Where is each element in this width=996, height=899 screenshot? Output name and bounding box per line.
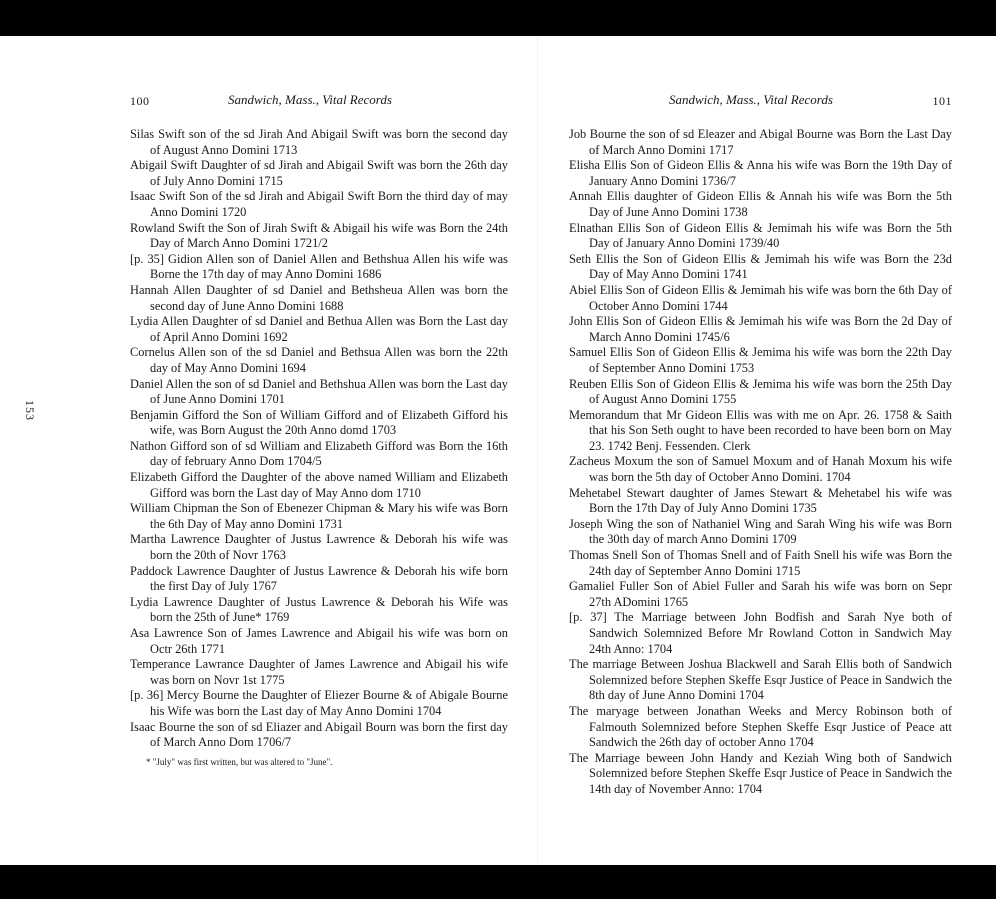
record-entry: Cornelus Allen son of the sd Daniel and Bethsua Allen was born the 22th day of May Anno Domini 1694 — [130, 345, 508, 375]
record-entry: Rowland Swift the Son of Jirah Swift & Abigail his wife was Born the 24th Day of March Anno Domini 1721/2 — [130, 220, 508, 251]
right-page — [569, 92, 952, 798]
record-entry: Memorandum that Mr Gideon Ellis was with me on Apr. 26. 1758 & Saith that his Son Seth ought to have been recorded to have been born on May 23. 1742 Benj. Fessenden. Clerk — [569, 407, 952, 453]
record-entry: John Ellis Son of Gideon Ellis & Jemimah his wife was Born the 2d Day of March Anno Domini 1745/6 — [569, 314, 952, 344]
record-entry: Nathon Gifford son of sd William and Elizabeth Gifford was Born the 16th day of february Anno Dom 1704/5 — [130, 438, 508, 469]
right-page-header — [569, 92, 952, 114]
record-entry: Isaac Swift Son of the sd Jirah and Abigail Swift Born the third day of may Anno Domini 1720 — [130, 189, 508, 219]
record-entry: Joseph Wing the son of Nathaniel Wing and Sarah Wing his wife was Born the 30th day of march Anno Domini 1709 — [569, 516, 952, 547]
record-entry: The Marriage beween John Handy and Keziah Wing both of Sandwich Solemnized before Stephen Skeffe Esqr Justice of Peace in Sandwich the 14th day of November Anno: 1704 — [569, 750, 952, 796]
margin-page-number: 153 — [23, 400, 37, 421]
record-entry: Reuben Ellis Son of Gideon Ellis & Jemima his wife was born the 25th Day of August Anno Domini 1755 — [569, 376, 952, 407]
page-number: 101 — [932, 94, 952, 108]
left-page — [130, 92, 508, 767]
record-entry: The marriage Between Joshua Blackwell and Sarah Ellis both of Sandwich Solemnized before Stephen Skeffe Esqr Justice of Peace in Sandwich the 8th day of June Anno Domini 1704 — [569, 657, 952, 703]
record-entry: Silas Swift son of the sd Jirah And Abigail Swift was born the second day of August Anno Domini 1713 — [130, 127, 508, 157]
record-entry: Asa Lawrence Son of James Lawrence and Abigail his wife was born on Octr 26th 1771 — [130, 626, 508, 656]
record-entry: Samuel Ellis Son of Gideon Ellis & Jemima his wife was born the 22th Day of September Anno Domini 1753 — [569, 345, 952, 375]
record-entry: Isaac Bourne the son of sd Eliazer and Abigail Bourn was born the first day of March Anno Dom 1706/7 — [130, 719, 508, 750]
record-list — [130, 127, 508, 751]
record-entry: Lydia Allen Daughter of sd Daniel and Bethua Allen was Born the Last day of April Anno Domini 1692 — [130, 314, 508, 344]
record-entry: Abiel Ellis Son of Gideon Ellis & Jemimah his wife was born the 6th Day of October Anno Domini 1744 — [569, 282, 952, 313]
record-entry: Benjamin Gifford the Son of William Gifford and of Elizabeth Gifford his wife, was Born August the 20th Anno domd 1703 — [130, 407, 508, 438]
record-entry: Annah Ellis daughter of Gideon Ellis & Annah his wife was Born the 5th Day of June Anno Domini 1738 — [569, 189, 952, 219]
record-entry: Elizabeth Gifford the Daughter of the above named William and Elizabeth Gifford was born the Last day of May Anno dom 1710 — [130, 470, 508, 500]
record-entry: [p. 35] Gidion Allen son of Daniel Allen and Bethshua Allen his wife was Borne the 17th day of may Anno Domini 1686 — [130, 251, 508, 282]
page-number: 100 — [130, 94, 150, 108]
record-entry: Mehetabel Stewart daughter of James Stewart & Mehetabel his wife was Born the 17th Day of July Anno Domini 1735 — [569, 485, 952, 516]
record-entry: Hannah Allen Daughter of sd Daniel and Bethsheua Allen was born the second day of June Anno Domini 1688 — [130, 282, 508, 313]
record-list — [569, 127, 952, 798]
book-gutter — [537, 36, 538, 865]
record-entry: Paddock Lawrence Daughter of Justus Lawrence & Deborah his wife born the first Day of July 1767 — [130, 563, 508, 594]
running-head: Sandwich, Mass., Vital Records — [228, 92, 392, 107]
record-entry: Daniel Allen the son of sd Daniel and Bethshua Allen was born the Last day of June Anno Domini 1701 — [130, 376, 508, 407]
record-entry: Abigail Swift Daughter of sd Jirah and Abigail Swift was born the 26th day of July Anno Domini 1715 — [130, 158, 508, 188]
scan-border-top — [0, 0, 996, 36]
record-entry: The maryage between Jonathan Weeks and Mercy Robinson both of Falmouth Solemnized before Stephen Skeffe Esqr Justice of Peace att Sandwich the 26th day of october Anno 1704 — [569, 703, 952, 750]
record-entry: Temperance Lawrance Daughter of James Lawrence and Abigail his wife was born on Novr 1st 1775 — [130, 657, 508, 687]
record-entry: [p. 37] The Marriage between John Bodfish and Sarah Nye both of Sandwich Solemnized Before Mr Rowland Cotton in Sandwich May 24th Anno: 1704 — [569, 610, 952, 656]
record-entry: Seth Ellis the Son of Gideon Ellis & Jemimah his wife was Born the 23d Day of May Anno Domini 1741 — [569, 251, 952, 282]
record-entry: Lydia Lawrence Daughter of Justus Lawrence & Deborah his Wife was born the 25th of June* 1769 — [130, 594, 508, 625]
left-page-header — [130, 92, 508, 114]
record-entry: Elnathan Ellis Son of Gideon Ellis & Jemimah his wife was Born the 5th Day of January Anno Domini 1739/40 — [569, 220, 952, 251]
record-entry: Thomas Snell Son of Thomas Snell and of Faith Snell his wife was Born the 24th day of September Anno Domini 1715 — [569, 548, 952, 578]
record-entry: Zacheus Moxum the son of Samuel Moxum and of Hanah Moxum his wife was born the 5th day of October Anno Domini. 1704 — [569, 454, 952, 485]
record-entry: Gamaliel Fuller Son of Abiel Fuller and Sarah his wife was born on Sepr 27th ADomini 1765 — [569, 579, 952, 609]
record-entry: Job Bourne the son of sd Eleazer and Abigal Bourne was Born the Last Day of March Anno Domini 1717 — [569, 127, 952, 157]
record-entry: William Chipman the Son of Ebenezer Chipman & Mary his wife was Born the 6th Day of May anno Domini 1731 — [130, 501, 508, 531]
record-entry: [p. 36] Mercy Bourne the Daughter of Eliezer Bourne & of Abigale Bourne his Wife was born the Last day of May Anno Domini 1704 — [130, 688, 508, 718]
running-head: Sandwich, Mass., Vital Records — [669, 92, 833, 107]
record-entry: Martha Lawrence Daughter of Justus Lawrence & Deborah his wife was born the 20th of Novr 1763 — [130, 532, 508, 563]
scan-border-bottom — [0, 865, 996, 899]
record-entry: Elisha Ellis Son of Gideon Ellis & Anna his wife was Born the 19th Day of January Anno Domini 1736/7 — [569, 158, 952, 188]
footnote: * "July" was first written, but was altered to "June". — [146, 756, 333, 767]
